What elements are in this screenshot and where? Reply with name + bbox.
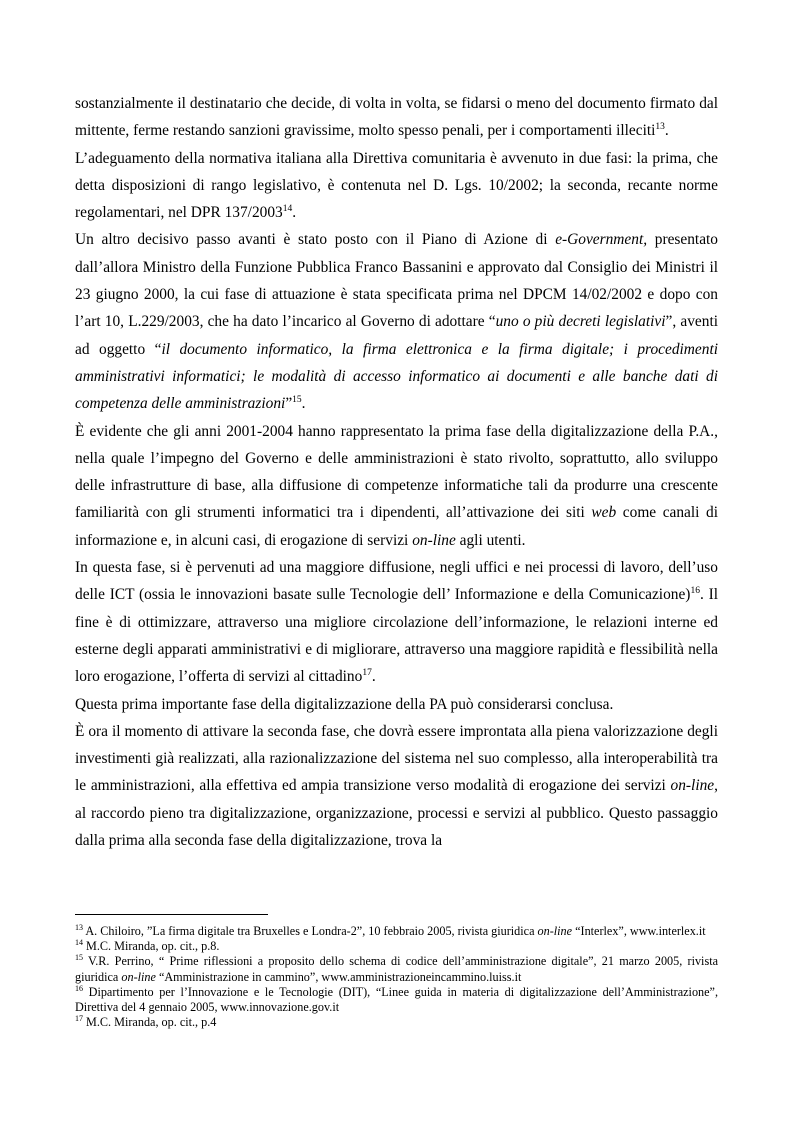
footnote-ref-16[interactable]: 16 (690, 586, 700, 597)
footnote-ref-17[interactable]: 17 (362, 668, 372, 679)
footnote-ref-14[interactable]: 14 (282, 204, 293, 215)
paragraph-seconda-fase: È ora il momento di attivare la seconda fase, che dovrà essere improntata alla piena valorizzazione degli investimenti già realizzati, alla razionalizzazione del sistema nel suo complesso, alla interoperabilità tra le amministrazioni, alla effettiva ed ampia transizione verso modalità di erogazione dei servizi on-line, al raccordo pieno tra digitalizzazione, organizzazione, processi e servizi al pubblico. Questo passaggio dalla prima alla seconda fase della digitalizzazione, trova la (75, 722, 718, 850)
paragraph-ict: In questa fase, si è pervenuti ad una maggiore diffusione, negli uffici e nei processi di lavoro, dell’uso delle ICT (ossia le innovazioni basate sulle Tecnologie dell’ Informazione e della Comunicazione)$^{16}$. Il fine è di ottimizzare, attraverso una migliore circolazione dell’informazione, le relazioni interne ed esterne degli apparati amministrativi e di migliorare, attraverso una maggiore rapidità e flessibilità nella loro erogazione, l’offerta di servizi al cittadino$^{17}$. (75, 559, 718, 686)
footnote-ref-13[interactable]: 13 (655, 122, 665, 133)
paragraph-firma-mittente: sostanzialmente il destinatario che decide, di volta in volta, se fidarsi o meno del documento firmato dal mittente, ferme restando sanzioni gravissime, molto spesso penali, per i comportamenti illeciti$^{13}$. L’adeguamento della normativa italiana alla Direttiva comunitaria è avvenuto in due fasi: la prima, che detta disposizioni di rango legislativo, è contenuta nel D. Lgs. 10/2002; la seconda, recante norme regolamentari, nel DPR 137/2003$^{14}$. (75, 95, 718, 222)
footnote-14: $^{14}$ M.C. Miranda, op. cit., p.8. (75, 938, 220, 954)
footnote-separator (75, 914, 268, 915)
footnote-16: $^{16}$ Dipartimento per l’Innovazione e le Tecnologie (DIT), “Linee guida in materia di digitalizzazione dell’Amministrazione”, Direttiva del 4 gennaio 2005, www.innovazione.gov.it (75, 983, 718, 1015)
document-body (75, 90, 718, 854)
footnote-13: $^{13}$ A. Chiloiro, ”La firma digitale tra Bruxelles e Londra-2”, 10 febbraio 2005, rivista giuridica on-line “Interlex”, www.interlex.it (75, 922, 706, 938)
footnote-17: $^{17}$ M.C. Miranda, op. cit., p.4 (75, 1014, 217, 1030)
paragraph-piano-egovernment: Un altro decisivo passo avanti è stato posto con il Piano di Azione di e-Government, presentato dall’allora Ministro della Funzione Pubblica Franco Bassanini e approvato dal Consiglio dei Ministri il 23 giugno 2000, la cui fase di attuazione è stata specificata prima nel DPCM 14/02/2002 e dopo con l’art 10, L.229/2003, che ha dato l’incarico al Governo di adottare “uno o più decreti legislativi”, aventi ad oggetto “il documento informatico, la firma elettronica e la firma digitale; i procedimenti amministrativi informatici; le modalità di accesso informatico ai documenti e alle banche dati di competenza delle amministrazioni”$^{15}$. (75, 231, 718, 413)
footnotes (75, 914, 718, 1030)
paragraph-fase-conclusa: Questa prima importante fase della digitalizzazione della PA può considerarsi conclusa. (75, 695, 614, 713)
footnote-ref-15[interactable]: 15 (292, 395, 302, 406)
footnote-15: $^{15}$ V.R. Perrino, “ Prime riflessioni a proposito dello schema di codice dell’amministrazione digitale”, 21 marzo 2005, rivista giuridica on-line “Amministrazione in cammino”, www.amministrazioneincammino.luiss.it (75, 953, 718, 984)
paragraph-prima-fase: È evidente che gli anni 2001-2004 hanno rappresentato la prima fase della digitalizzazione della P.A., nella quale l’impegno del Governo e delle amministrazioni è stato rivolto, soprattutto, allo sviluppo delle infrastrutture di base, alla diffusione di competenze informatiche tali da produrre una crescente familiarità con gli strumenti informatici tra i dipendenti, all’attivazione dei siti web come canali di informazione e, in alcuni casi, di erogazione di servizi on-line agli utenti. (75, 422, 718, 549)
